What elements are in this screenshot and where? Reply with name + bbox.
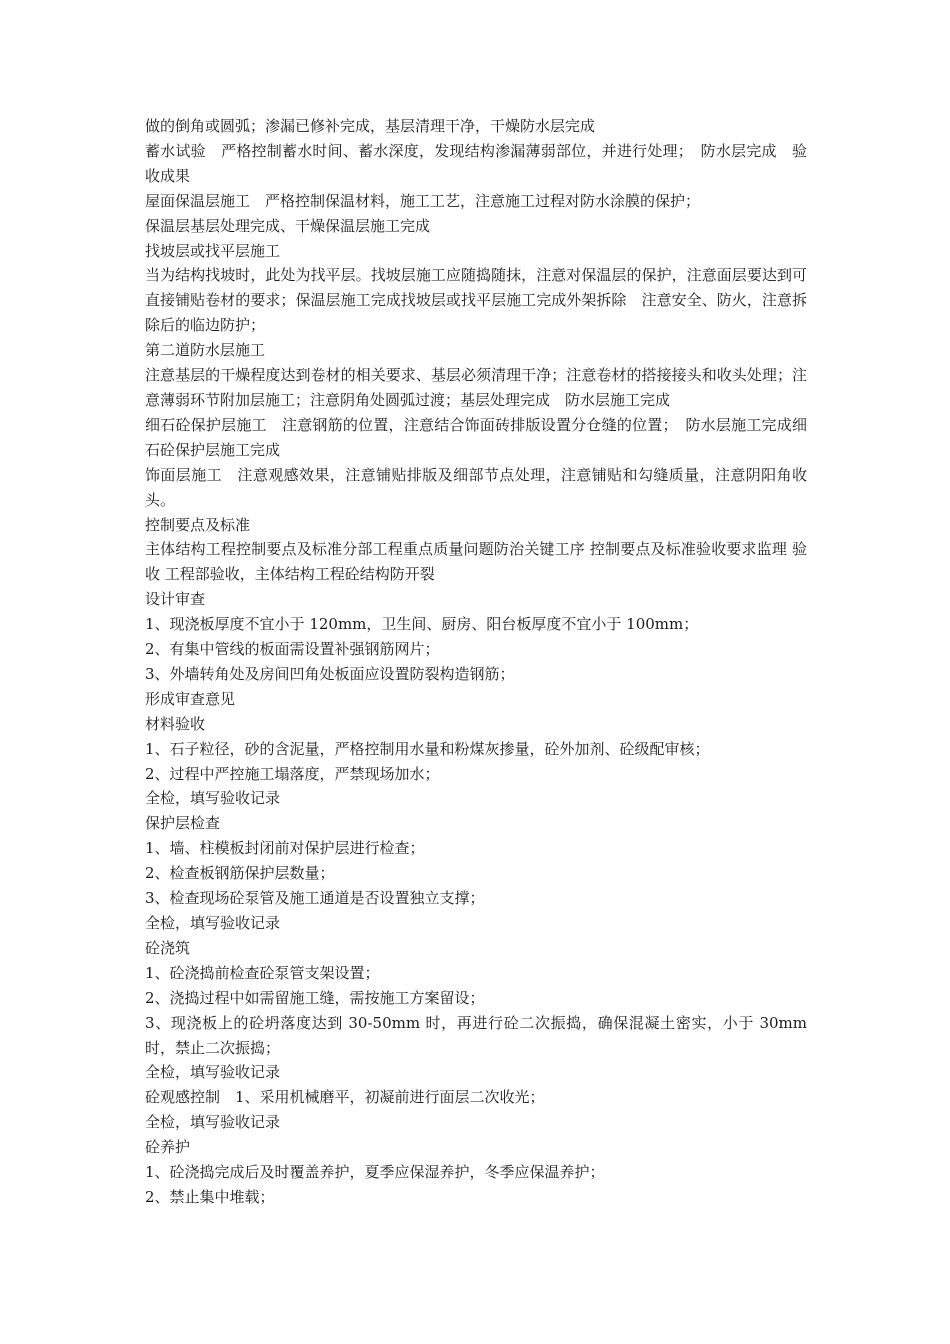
section-heading: 第二道防水层施工 (145, 341, 266, 360)
list-item: 1、墙、柱模板封闭前对保护层进行检查； (145, 839, 425, 858)
paragraph: 蓄水试验 严格控制蓄水时间、蓄水深度，发现结构渗漏薄弱部位，并进行处理； 防水层完成 验收成果 (145, 141, 807, 185)
paragraph: 全检，填写验收记录 (145, 1113, 281, 1132)
list-item: 1、砼浇捣完成后及时覆盖养护，夏季应保湿养护，冬季应保温养护； (145, 1163, 605, 1182)
document-body (145, 114, 807, 1210)
list-item: 2、禁止集中堆载； (145, 1187, 275, 1206)
list-item: 2、检查板钢筋保护层数量； (145, 864, 335, 883)
section-heading: 设计审查 (145, 590, 206, 609)
list-item: 3、外墙转角处及房间凹角处板面应设置防裂构造钢筋； (145, 664, 515, 683)
list-item: 1、现浇板厚度不宜小于 120mm，卫生间、厨房、阳台板厚度不宜小于 100mm； (145, 615, 699, 634)
section-heading: 找坡层或找平层施工 (145, 241, 281, 260)
paragraph: 形成审查意见 (145, 689, 236, 708)
list-item: 2、有集中管线的板面需设置补强钢筋网片； (145, 640, 440, 659)
paragraph: 全检，填写验收记录 (145, 914, 281, 932)
paragraph: 当为结构找坡时，此处为找平层。找坡层施工应随捣随抹，注意对保温层的保护，注意面层要达到可直接铺贴卷材的要求；保温层施工完成找坡层或找平层施工完成外架拆除 注意安全、防火，注意拆除后的临边防护； (145, 266, 807, 335)
paragraph: 饰面层施工 注意观感效果，注意铺贴排版及细部节点处理，注意铺贴和勾缝质量，注意阴阳角收头。 (145, 465, 807, 509)
section-heading: 材料验收 (145, 714, 206, 733)
paragraph: 细石砼保护层施工 注意钢筋的位置，注意结合饰面砖排版设置分仓缝的位置； 防水层施工完成细石砼保护层施工完成 (145, 415, 807, 459)
paragraph: 砼观感控制 1、采用机械磨平，初凝前进行面层二次收光； (145, 1088, 545, 1107)
list-item: 1、砼浇捣前检查砼泵管支架设置； (145, 963, 380, 982)
paragraph: 保温层基层处理完成、干燥保温层施工完成 (145, 216, 431, 235)
list-item: 2、过程中严控施工塌落度，严禁现场加水； (145, 764, 440, 783)
paragraph: 注意基层的干燥程度达到卷材的相关要求、基层必须清理干净；注意卷材的搭接接头和收头处理；注意薄弱环节附加层施工；注意阴角处圆弧过渡；基层处理完成 防水层施工完成 (145, 366, 807, 409)
list-item: 2、浇捣过程中如需留施工缝，需按施工方案留设； (145, 988, 485, 1007)
paragraph: 全检，填写验收记录 (145, 789, 281, 808)
section-heading: 保护层检查 (145, 814, 221, 833)
paragraph: 屋面保温层施工 严格控制保温材料，施工工艺，注意施工过程对防水涂膜的保护； (145, 191, 701, 210)
section-heading: 控制要点及标准 (145, 515, 251, 534)
section-heading: 砼浇筑 (145, 938, 191, 957)
paragraph: 主体结构工程控制要点及标准分部工程重点质量问题防治关键工序 控制要点及标准验收要求监理 验收 工程部验收，主体结构工程砼结构防开裂 (145, 540, 807, 584)
list-item: 1、石子粒径，砂的含泥量，严格控制用水量和粉煤灰掺量，砼外加剂、砼级配审核； (145, 739, 710, 758)
list-item: 3、现浇板上的砼坍落度达到 30-50mm 时，再进行砼二次振捣，确保混凝土密实，小于 30mm 时，禁止二次振捣； (145, 1013, 807, 1057)
paragraph: 全检，填写验收记录 (145, 1063, 281, 1082)
section-heading: 砼养护 (145, 1138, 191, 1157)
list-item: 3、检查现场砼泵管及施工通道是否设置独立支撑； (145, 889, 485, 908)
paragraph: 做的倒角或圆弧；渗漏已修补完成，基层清理干净，干燥防水层完成 (145, 117, 596, 135)
